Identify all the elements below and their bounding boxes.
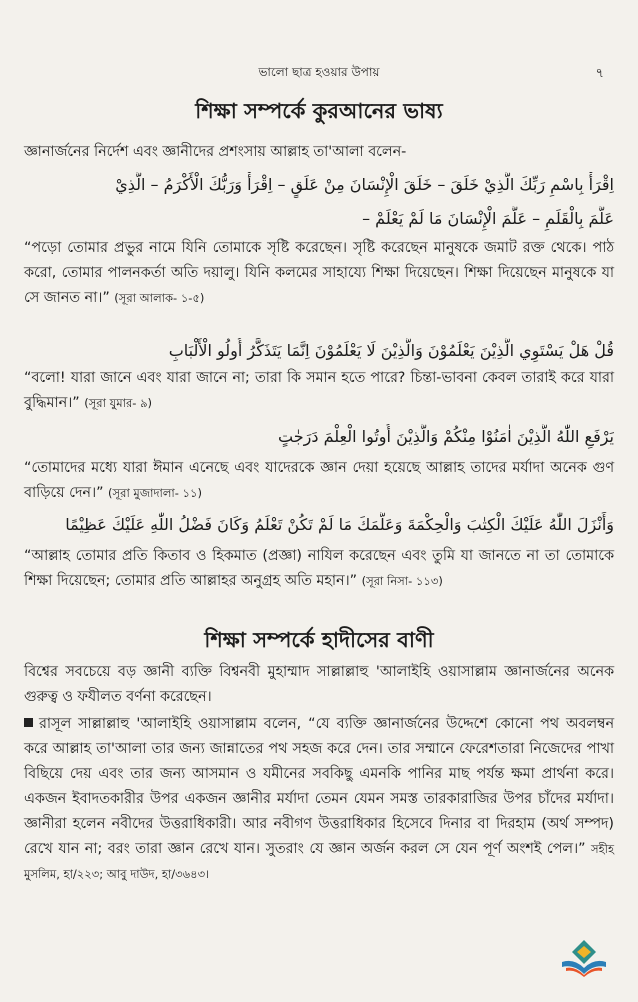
running-head bbox=[0, 64, 638, 84]
hadith-paragraph bbox=[24, 712, 614, 887]
arabic-verse-nisa: وَأَنْزَلَ اللّٰهُ عَلَيْكَ الْكِتٰبَ وَالْحِكْمَةَ وَعَلَّمَكَ مَا لَمْ تَكُنْ تَعْلَمُ وَكَانَ فَضْلُ اللّٰهِ عَلَيْكَ عَظِيْمًا bbox=[65, 515, 614, 534]
translation-nisa bbox=[24, 544, 614, 594]
translation-nisa-text: “আল্লাহ তোমার প্রতি কিতাব ও হিকমাত (প্রজ্ঞা) নাযিল করেছেন এবং তুমি যা জানতে না তা তোমাকে শিক্ষা দিয়েছেন; তোমার প্রতি আল্লাহর অনুগ্রহ অতি মহান।” bbox=[24, 548, 614, 589]
page-number: ৭ bbox=[595, 66, 604, 81]
hadith-reference: সহীহ মুসলিম, হা/২২৩; আবু দাউদ, হা/৩৬৪৩। bbox=[24, 842, 614, 881]
reference-zumar: (সূরা যুমার- ৯) bbox=[84, 396, 153, 410]
publisher-logo-icon bbox=[558, 938, 610, 978]
arabic-verse-mujadala: يَرْفَعِ اللّٰهُ الَّذِيْنَ اٰمَنُوْا مِنْكُمْ وَالَّذِيْنَ أُوتُوا الْعِلْمَ دَرَجٰتٍ bbox=[278, 427, 614, 446]
translation-alaq-text: “পড়ো তোমার প্রভুর নামে যিনি তোমাকে সৃষ্টি করেছেন। সৃষ্টি করেছেন মানুষকে জমাট রক্ত থেকে। পাঠ করো, তোমার পালনকর্তা অতি দয়ালু। যিনি কলমের সাহায্যে শিক্ষা দিয়েছেন। শিক্ষা দিয়েছেন মানুষকে যা সে জানত না।” bbox=[24, 240, 614, 306]
arabic-verse-zumar: قُلْ هَلْ يَسْتَوِي الَّذِيْنَ يَعْلَمُوْنَ وَالَّذِيْنَ لَا يَعْلَمُوْنَ اِنَّمَا يَتَذَكَّرُ أُولُو الْأَلْبَابِ bbox=[168, 341, 614, 360]
translation-zumar bbox=[24, 366, 614, 416]
reference-nisa: (সূরা নিসা- ১১৩) bbox=[361, 574, 443, 588]
quran-intro: জ্ঞানার্জনের নির্দেশ এবং জ্ঞানীদের প্রশংসায় আল্লাহ তা'আলা বলেন- bbox=[24, 144, 407, 160]
translation-mujadala-text: “তোমাদের মধ্যে যারা ঈমান এনেছে এবং যাদেরকে জ্ঞান দেয়া হয়েছে আল্লাহ তাদের মর্যাদা অনেক গুণ বাড়িয়ে দেন।” bbox=[24, 460, 614, 501]
square-bullet-icon bbox=[24, 718, 33, 727]
reference-mujadala: (সূরা মুজাদালা- ১১) bbox=[108, 486, 202, 500]
hadith-text: রাসূল সাল্লাল্লাহু 'আলাইহি ওয়াসাল্লাম বলেন, “যে ব্যক্তি জ্ঞানার্জনের উদ্দেশে কোনো পথ অবলম্বন করে আল্লাহ তা'আলা তার জন্য জান্নাতের পথ সহজ করে দেন। তার সম্মানে ফেরেশতারা নিজেদের পাখা বিছিয়ে দেয় এবং তার জন্য আসমান ও যমীনের সবকিছু এমনকি পানির মাছ পর্যন্ত ক্ষমা প্রার্থনা করে। একজন ইবাদতকারীর উপর একজন জ্ঞানীর মর্যাদা তেমন যেমন সমস্ত তারকারাজির উপর চাঁদের মর্যাদা। জ্ঞানীরা হলেন নবীদের উত্তরাধিকারী। আর নবীগণ উত্তরাধিকার হিসেবে দিনার বা দিরহাম (অর্থ সম্পদ) রেখে যান না; বরং তারা জ্ঞান রেখে যান। সুতরাং যে জ্ঞান অর্জন করল সে যেন পূর্ণ অংশই পেল।” bbox=[24, 716, 614, 857]
translation-alaq bbox=[24, 236, 614, 311]
section-heading-quran: শিক্ষা সম্পর্কে কুরআনের ভাষ্য bbox=[195, 99, 443, 123]
hadith-intro: বিশ্বের সবচেয়ে বড় জ্ঞানী ব্যক্তি বিশ্বনবী মুহাম্মাদ সাল্লাল্লাহু 'আলাইহি ওয়াসাল্লাম জ্ঞানার্জনের অনেক গুরুত্ব ও ফযীলত বর্ণনা করেছেন। bbox=[24, 664, 614, 705]
reference-alaq: (সূরা আলাক- ১-৫) bbox=[114, 291, 205, 305]
translation-mujadala bbox=[24, 456, 614, 506]
running-title: ভালো ছাত্র হওয়ার উপায় bbox=[258, 65, 380, 79]
arabic-verse-alaq-line2: عَلَّمَ بِالْقَلَمِ – عَلَّمَ الْإِنْسَانَ مَا لَمْ يَعْلَمْ – bbox=[362, 209, 614, 228]
section-heading-hadith: শিক্ষা সম্পর্কে হাদীসের বাণী bbox=[204, 628, 434, 652]
translation-zumar-text: “বলো! যারা জানে এবং যারা জানে না; তারা কি সমান হতে পারে? চিন্তা-ভাবনা কেবল তারাই করে যারা বুদ্ধিমান।” bbox=[24, 370, 614, 411]
arabic-verse-alaq-line1: اِقْرَأْ بِاسْمِ رَبِّكَ الَّذِيْ خَلَقَ – خَلَقَ الْإِنْسَانَ مِنْ عَلَقٍ – اِقْرَأْ وَرَبُّكَ الْأَكْرَمُ – الَّذِيْ bbox=[115, 175, 614, 194]
